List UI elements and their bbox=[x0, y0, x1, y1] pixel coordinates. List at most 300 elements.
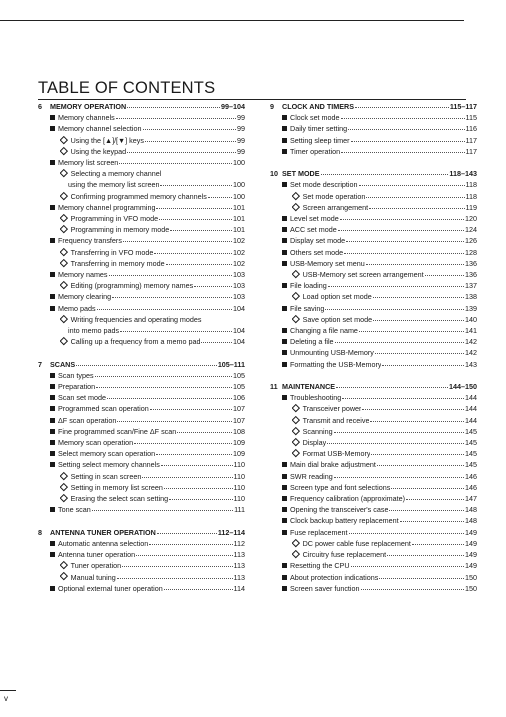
entry-page: 147 bbox=[465, 494, 477, 504]
entry-title: Preparation bbox=[58, 382, 96, 392]
toc-entry[interactable] bbox=[38, 538, 245, 549]
square-bullet-icon bbox=[50, 115, 55, 120]
toc-entry[interactable] bbox=[270, 583, 477, 594]
entry-text-wrap bbox=[60, 336, 200, 347]
entry-title: Screen type and font selections bbox=[290, 482, 391, 492]
dot-leader bbox=[166, 258, 232, 265]
entry-title: Memory channels bbox=[58, 113, 115, 123]
diamond-bullet-icon bbox=[292, 292, 300, 300]
entry-page: 102 bbox=[233, 247, 245, 257]
page-title: TABLE OF CONTENTS bbox=[38, 79, 216, 97]
entry-text-wrap bbox=[50, 123, 142, 134]
entry-text-wrap bbox=[282, 471, 333, 482]
entry-text-wrap bbox=[282, 336, 334, 347]
toc-entry[interactable] bbox=[38, 415, 245, 426]
entry-title: Memo pads bbox=[58, 303, 96, 313]
toc-entry[interactable] bbox=[270, 191, 477, 202]
entry-text-wrap bbox=[282, 347, 374, 358]
toc-entry[interactable] bbox=[38, 549, 245, 560]
section-heading[interactable] bbox=[270, 168, 477, 179]
entry-page: 146 bbox=[465, 471, 477, 481]
entry-text-wrap bbox=[282, 112, 340, 123]
section-spacer bbox=[270, 157, 477, 168]
entry-text-wrap bbox=[50, 403, 149, 414]
dot-leader bbox=[359, 179, 465, 186]
entry-title: Clock set mode bbox=[290, 113, 340, 123]
toc-entry[interactable] bbox=[270, 426, 477, 437]
entry-page: 110 bbox=[233, 460, 245, 470]
toc-entry[interactable] bbox=[270, 146, 477, 157]
toc-entry[interactable] bbox=[270, 213, 477, 224]
section-name: MAINTENANCE bbox=[282, 382, 336, 392]
dot-leader bbox=[164, 583, 233, 590]
entry-title: Screen saver function bbox=[290, 583, 360, 593]
entry-title: Memory channel programming bbox=[58, 202, 156, 212]
square-bullet-icon bbox=[50, 586, 55, 591]
entry-page: 113 bbox=[233, 550, 245, 560]
square-bullet-icon bbox=[50, 406, 55, 411]
diamond-bullet-icon bbox=[292, 550, 300, 558]
dot-leader bbox=[170, 224, 232, 231]
section-number: 6 bbox=[38, 102, 42, 111]
entry-text-wrap bbox=[68, 325, 119, 336]
toc-entry[interactable] bbox=[38, 392, 245, 403]
entry-page: 109 bbox=[233, 449, 245, 459]
square-bullet-icon bbox=[282, 227, 287, 232]
diamond-bullet-icon bbox=[292, 191, 300, 199]
toc-entry[interactable] bbox=[38, 112, 245, 123]
toc-entry[interactable] bbox=[270, 135, 477, 146]
entry-page: 111 bbox=[234, 505, 245, 515]
entry-title: Erasing the select scan setting bbox=[70, 494, 169, 504]
toc-entry[interactable] bbox=[270, 482, 477, 493]
entry-title: Setting sleep timer bbox=[290, 135, 350, 145]
entry-text-wrap bbox=[50, 370, 94, 381]
diamond-bullet-icon bbox=[60, 225, 68, 233]
entry-text-wrap bbox=[60, 191, 207, 202]
section-title bbox=[38, 527, 156, 538]
toc-entry[interactable] bbox=[270, 224, 477, 235]
dot-leader bbox=[208, 191, 232, 198]
dot-leader bbox=[123, 235, 232, 242]
square-bullet-icon bbox=[282, 530, 287, 535]
toc-entry[interactable] bbox=[38, 403, 245, 414]
toc-entry[interactable] bbox=[270, 527, 477, 538]
entry-page: 144 bbox=[465, 415, 477, 425]
section-title bbox=[38, 359, 75, 370]
diamond-bullet-icon bbox=[292, 203, 300, 211]
toc-entry[interactable] bbox=[270, 459, 477, 470]
entry-page: 148 bbox=[465, 505, 477, 515]
toc-entry[interactable] bbox=[38, 291, 245, 302]
entry-text-wrap bbox=[60, 247, 153, 258]
dot-leader bbox=[338, 224, 464, 231]
toc-entry[interactable] bbox=[270, 448, 477, 459]
diamond-bullet-icon bbox=[60, 169, 68, 177]
dot-leader bbox=[164, 482, 233, 489]
entry-title: Memory names bbox=[58, 270, 108, 280]
entry-title: Editing (programming) memory names bbox=[70, 281, 194, 291]
toc-entry[interactable] bbox=[38, 123, 245, 134]
dot-leader bbox=[117, 572, 233, 579]
toc-entry[interactable] bbox=[38, 258, 245, 269]
toc-entry[interactable] bbox=[38, 325, 245, 336]
dot-leader bbox=[134, 437, 232, 444]
section-title bbox=[270, 381, 335, 392]
toc-entry[interactable] bbox=[38, 504, 245, 515]
toc-entry[interactable] bbox=[270, 572, 477, 583]
entry-text-wrap bbox=[282, 504, 388, 515]
diamond-bullet-icon bbox=[60, 259, 68, 267]
entry-page: 100 bbox=[233, 191, 245, 201]
dot-leader bbox=[325, 303, 464, 310]
dot-leader bbox=[335, 336, 464, 343]
entry-page: 109 bbox=[233, 438, 245, 448]
entry-title: Format USB-Memory bbox=[302, 449, 371, 459]
square-bullet-icon bbox=[50, 418, 55, 423]
toc-column-left bbox=[38, 101, 245, 594]
section-pages: 112–114 bbox=[217, 527, 245, 537]
square-bullet-icon bbox=[282, 474, 287, 479]
entry-text-wrap bbox=[292, 549, 386, 560]
dot-leader bbox=[122, 560, 232, 567]
entry-title: Scanning bbox=[302, 426, 333, 436]
entry-text-wrap bbox=[50, 437, 133, 448]
entry-title: Memory list screen bbox=[58, 158, 119, 168]
entry-page: 104 bbox=[233, 303, 245, 313]
toc-entry[interactable] bbox=[38, 560, 245, 571]
entry-title: Opening the transceiver's case bbox=[290, 505, 389, 515]
diamond-bullet-icon bbox=[292, 438, 300, 446]
square-bullet-icon bbox=[50, 373, 55, 378]
section-heading[interactable] bbox=[38, 527, 245, 538]
section-number: 8 bbox=[38, 527, 42, 537]
dot-leader bbox=[351, 560, 464, 567]
entry-page: 103 bbox=[233, 292, 245, 302]
entry-page: 110 bbox=[233, 471, 245, 481]
entry-page: 124 bbox=[465, 225, 477, 235]
entry-page: 146 bbox=[465, 482, 477, 492]
square-bullet-icon bbox=[50, 451, 55, 456]
entry-title: Deleting a file bbox=[290, 337, 334, 347]
section-spacer bbox=[270, 370, 477, 381]
entry-text-wrap bbox=[50, 504, 91, 515]
entry-page: 107 bbox=[233, 404, 245, 414]
toc-entry[interactable] bbox=[38, 135, 245, 146]
toc-entry[interactable] bbox=[38, 202, 245, 213]
toc-entry[interactable] bbox=[38, 493, 245, 504]
diamond-bullet-icon bbox=[60, 315, 68, 323]
entry-text-wrap bbox=[292, 269, 424, 280]
dot-leader bbox=[375, 347, 464, 354]
toc-entry[interactable] bbox=[270, 392, 477, 403]
dot-leader bbox=[160, 179, 232, 186]
footer-rule bbox=[0, 690, 16, 691]
toc-entry[interactable] bbox=[270, 336, 477, 347]
toc-entry[interactable] bbox=[270, 504, 477, 515]
entry-text-wrap bbox=[60, 471, 141, 482]
entry-title: Writing frequencies and operating modes bbox=[70, 314, 202, 324]
square-bullet-icon bbox=[282, 496, 287, 501]
entry-text-wrap bbox=[50, 381, 95, 392]
toc-entry[interactable] bbox=[270, 515, 477, 526]
toc-entry[interactable] bbox=[270, 403, 477, 414]
entry-page: 138 bbox=[465, 292, 477, 302]
square-bullet-icon bbox=[50, 238, 55, 243]
entry-text-wrap bbox=[60, 560, 121, 571]
dot-leader bbox=[143, 123, 237, 130]
entry-title: Daily timer setting bbox=[290, 124, 348, 134]
dot-leader bbox=[97, 303, 232, 310]
entry-text-wrap bbox=[282, 247, 343, 258]
square-bullet-icon bbox=[282, 126, 287, 131]
diamond-bullet-icon bbox=[292, 315, 300, 323]
toc-entry[interactable] bbox=[270, 437, 477, 448]
toc-entry[interactable] bbox=[270, 247, 477, 258]
toc-entry[interactable] bbox=[270, 235, 477, 246]
entry-title: ΔF scan operation bbox=[58, 415, 117, 425]
toc-entry[interactable] bbox=[270, 560, 477, 571]
toc-entry[interactable] bbox=[270, 303, 477, 314]
entry-page: 101 bbox=[233, 214, 245, 224]
entry-title: Memory channel selection bbox=[58, 124, 142, 134]
dot-leader bbox=[177, 426, 232, 433]
entry-page: 117 bbox=[465, 135, 477, 145]
toc-entry[interactable] bbox=[38, 168, 245, 179]
section-number: 11 bbox=[270, 382, 278, 392]
toc-entry[interactable] bbox=[270, 314, 477, 325]
entry-title: Calling up a frequency from a memo pad bbox=[70, 337, 201, 347]
entry-text-wrap bbox=[282, 213, 339, 224]
entry-text-wrap bbox=[282, 224, 337, 235]
entry-text-wrap bbox=[282, 459, 376, 470]
toc-entry[interactable] bbox=[38, 583, 245, 594]
toc-entry[interactable] bbox=[38, 146, 245, 157]
entry-page: 149 bbox=[465, 538, 477, 548]
entry-page: 149 bbox=[465, 561, 477, 571]
entry-page: 136 bbox=[465, 258, 477, 268]
square-bullet-icon bbox=[50, 507, 55, 512]
entry-page: 144 bbox=[465, 404, 477, 414]
entry-page: 145 bbox=[465, 449, 477, 459]
toc-entry[interactable] bbox=[38, 314, 245, 325]
toc-entry[interactable] bbox=[270, 280, 477, 291]
toc-entry[interactable] bbox=[270, 269, 477, 280]
toc-entry[interactable] bbox=[38, 179, 245, 190]
section-pages: 99–104 bbox=[221, 102, 245, 111]
dot-leader bbox=[406, 493, 464, 500]
entry-title: Tuner operation bbox=[70, 561, 122, 571]
entry-text-wrap bbox=[68, 179, 159, 190]
toc-entry[interactable] bbox=[270, 538, 477, 549]
toc-entry[interactable] bbox=[38, 303, 245, 314]
toc-entry[interactable] bbox=[38, 370, 245, 381]
section-pages: 115–117 bbox=[449, 102, 477, 111]
toc-entry[interactable] bbox=[270, 415, 477, 426]
section-name: ANTENNA TUNER OPERATION bbox=[50, 527, 156, 537]
dot-leader bbox=[150, 403, 232, 410]
dot-leader bbox=[379, 572, 464, 579]
toc-entry[interactable] bbox=[270, 325, 477, 336]
dot-leader bbox=[361, 583, 464, 590]
entry-page: 103 bbox=[233, 270, 245, 280]
entry-text-wrap bbox=[60, 280, 193, 291]
entry-title: Level set mode bbox=[290, 214, 339, 224]
diamond-bullet-icon bbox=[60, 147, 68, 155]
toc-entry[interactable] bbox=[38, 381, 245, 392]
toc-entry[interactable] bbox=[38, 426, 245, 437]
dot-leader bbox=[355, 101, 449, 108]
dot-leader bbox=[389, 504, 464, 511]
entry-text-wrap bbox=[282, 527, 348, 538]
entry-title: Setting select memory channels bbox=[58, 460, 160, 470]
dot-leader bbox=[341, 112, 465, 119]
entry-title: USB-Memory set screen arrangement bbox=[302, 270, 424, 280]
toc-entry[interactable] bbox=[38, 336, 245, 347]
entry-page: 140 bbox=[465, 314, 477, 324]
toc-entry[interactable] bbox=[270, 179, 477, 190]
square-bullet-icon bbox=[50, 272, 55, 277]
toc-entry[interactable] bbox=[270, 549, 477, 560]
dot-leader bbox=[116, 112, 236, 119]
entry-title: SWR reading bbox=[290, 471, 333, 481]
entry-page: 136 bbox=[465, 270, 477, 280]
toc-entry[interactable] bbox=[38, 191, 245, 202]
dot-leader bbox=[127, 101, 220, 108]
toc-entry[interactable] bbox=[38, 459, 245, 470]
entry-text-wrap bbox=[282, 146, 340, 157]
entry-title: Transmit and receive bbox=[302, 415, 370, 425]
square-bullet-icon bbox=[282, 518, 287, 523]
toc-entry[interactable] bbox=[270, 123, 477, 134]
entry-text-wrap bbox=[50, 157, 118, 168]
dot-leader bbox=[112, 291, 232, 298]
entry-text-wrap bbox=[50, 448, 155, 459]
entry-page: 104 bbox=[233, 337, 245, 347]
toc-entry[interactable] bbox=[38, 157, 245, 168]
dot-leader bbox=[327, 437, 464, 444]
section-spacer bbox=[38, 347, 245, 358]
entry-page: 137 bbox=[465, 281, 477, 291]
entry-page: 113 bbox=[233, 561, 245, 571]
toc-entry[interactable] bbox=[38, 269, 245, 280]
toc-entry[interactable] bbox=[270, 471, 477, 482]
toc-entry[interactable] bbox=[38, 437, 245, 448]
section-heading[interactable] bbox=[38, 101, 245, 112]
square-bullet-icon bbox=[50, 306, 55, 311]
entry-title: Resetting the CPU bbox=[290, 561, 350, 571]
toc-entry[interactable] bbox=[270, 359, 477, 370]
toc-entry[interactable] bbox=[38, 224, 245, 235]
dot-leader bbox=[127, 146, 236, 153]
toc-entry[interactable] bbox=[38, 471, 245, 482]
toc-entry[interactable] bbox=[270, 347, 477, 358]
section-heading[interactable] bbox=[270, 101, 477, 112]
entry-title: Others set mode bbox=[290, 247, 344, 257]
entry-title: USB-Memory set menu bbox=[290, 258, 365, 268]
toc-entry[interactable] bbox=[38, 247, 245, 258]
square-bullet-icon bbox=[50, 462, 55, 467]
section-heading[interactable] bbox=[270, 381, 477, 392]
dot-leader bbox=[156, 202, 232, 209]
entry-page: 118 bbox=[465, 191, 477, 201]
toc-entry[interactable] bbox=[270, 258, 477, 269]
square-bullet-icon bbox=[282, 462, 287, 467]
dot-leader bbox=[344, 247, 464, 254]
dot-leader bbox=[76, 359, 217, 366]
entry-title: Programming in memory mode bbox=[70, 225, 170, 235]
entry-text-wrap bbox=[292, 538, 411, 549]
dot-leader bbox=[142, 471, 232, 478]
toc-entry[interactable] bbox=[38, 572, 245, 583]
entry-page: 118 bbox=[465, 180, 477, 190]
section-title bbox=[38, 101, 126, 112]
entry-title: Fuse replacement bbox=[290, 527, 348, 537]
entry-title: Select memory scan operation bbox=[58, 449, 156, 459]
entry-page: 149 bbox=[465, 527, 477, 537]
dot-leader bbox=[382, 359, 464, 366]
toc-entry[interactable] bbox=[270, 493, 477, 504]
section-number: 7 bbox=[38, 359, 42, 369]
square-bullet-icon bbox=[50, 541, 55, 546]
dot-leader bbox=[371, 448, 464, 455]
square-bullet-icon bbox=[50, 440, 55, 445]
entry-page: 105 bbox=[233, 370, 245, 380]
section-pages: 144–150 bbox=[449, 382, 477, 392]
toc-entry[interactable] bbox=[38, 448, 245, 459]
section-name: MEMORY OPERATION bbox=[50, 102, 127, 111]
entry-title: Automatic antenna selection bbox=[58, 538, 149, 548]
square-bullet-icon bbox=[282, 149, 287, 154]
section-heading[interactable] bbox=[38, 359, 245, 370]
entry-page: 144 bbox=[465, 393, 477, 403]
dot-leader bbox=[425, 269, 464, 276]
dot-leader bbox=[334, 426, 464, 433]
square-bullet-icon bbox=[50, 160, 55, 165]
entry-text-wrap bbox=[60, 493, 168, 504]
toc-entry[interactable] bbox=[270, 112, 477, 123]
toc-entry[interactable] bbox=[38, 280, 245, 291]
entry-title: Scan types bbox=[58, 370, 94, 380]
diamond-bullet-icon bbox=[292, 415, 300, 423]
entry-title: DC power cable fuse replacement bbox=[302, 538, 411, 548]
entry-page: 99 bbox=[237, 135, 245, 145]
entry-page: 145 bbox=[465, 426, 477, 436]
entry-text-wrap bbox=[60, 135, 144, 146]
entry-text-wrap bbox=[50, 392, 106, 403]
entry-title: Selecting a memory channel bbox=[70, 169, 162, 179]
entry-text-wrap bbox=[50, 426, 176, 437]
dot-leader bbox=[169, 493, 232, 500]
dot-leader bbox=[145, 135, 236, 142]
entry-text-wrap bbox=[292, 437, 326, 448]
dot-leader bbox=[154, 247, 232, 254]
entry-title: Confirming programmed memory channels bbox=[70, 191, 207, 201]
toc-entry[interactable] bbox=[270, 202, 477, 213]
toc-entry[interactable] bbox=[38, 235, 245, 246]
entry-page: 100 bbox=[233, 158, 245, 168]
toc-entry[interactable] bbox=[270, 291, 477, 302]
entry-text-wrap bbox=[282, 280, 327, 291]
square-bullet-icon bbox=[282, 261, 287, 266]
square-bullet-icon bbox=[282, 395, 287, 400]
dot-leader bbox=[359, 325, 464, 332]
toc-entry[interactable] bbox=[38, 213, 245, 224]
entry-page: 142 bbox=[465, 337, 477, 347]
toc-entry[interactable] bbox=[38, 482, 245, 493]
entry-page: 141 bbox=[465, 326, 477, 336]
dot-leader bbox=[92, 504, 233, 511]
